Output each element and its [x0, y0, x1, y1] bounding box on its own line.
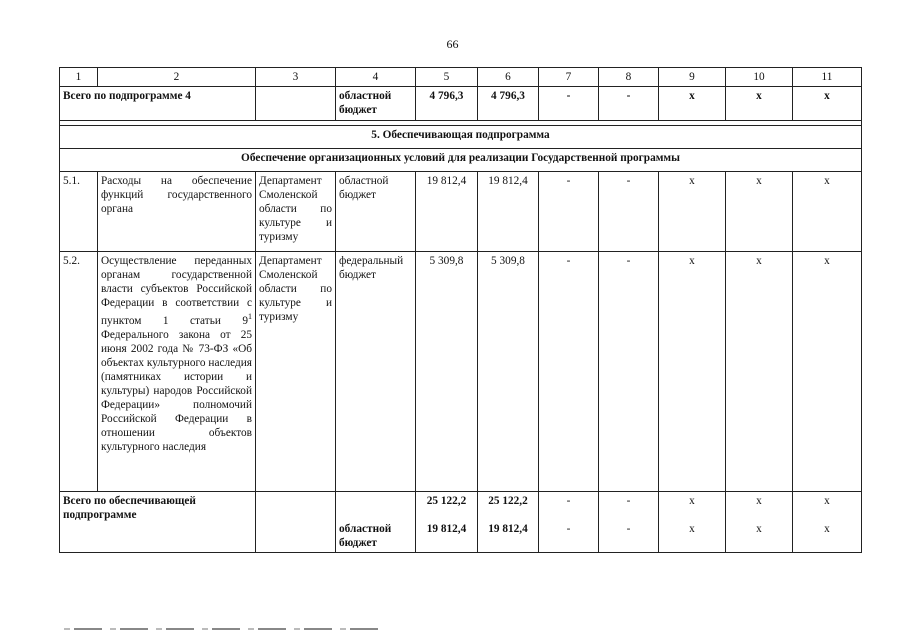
funding-source: областной бюджет — [336, 172, 416, 252]
value-total: х — [756, 495, 762, 507]
value-cell — [539, 492, 599, 553]
value-cell: х — [659, 87, 726, 121]
row-number: 5.2. — [60, 252, 98, 492]
total-support-row — [60, 492, 862, 553]
col-header: 9 — [659, 68, 726, 87]
total-label: Всего по подпрограмме 4 — [60, 87, 256, 121]
value-cell: 5 309,8 — [478, 252, 539, 492]
value-cell: х — [793, 172, 862, 252]
value-cell — [793, 492, 862, 553]
value-cell: - — [539, 252, 599, 492]
value-cell: 4 796,3 — [478, 87, 539, 121]
value-cell: х — [726, 252, 793, 492]
value-cell: - — [599, 172, 659, 252]
value-cell — [726, 492, 793, 553]
value-cell: х — [659, 252, 726, 492]
empty-cell — [256, 87, 336, 121]
value-cell: - — [539, 87, 599, 121]
value-cell: х — [793, 252, 862, 492]
funding-source: областной бюджет — [339, 523, 392, 549]
value-cell: - — [599, 252, 659, 492]
col-header: 4 — [336, 68, 416, 87]
value-cell: 19 812,4 — [416, 172, 478, 252]
value-cell: х — [726, 87, 793, 121]
scan-artifact — [64, 628, 384, 630]
value-regional: х — [824, 523, 830, 535]
table-row — [60, 252, 862, 492]
col-header: 1 — [60, 68, 98, 87]
executor: Департамент Смоленской области по культуре и туризму — [256, 252, 336, 492]
funding-source: областной бюджет — [336, 87, 416, 121]
total-subprogram-4-row — [60, 87, 862, 121]
value-total: - — [566, 495, 571, 507]
value-cell: х — [793, 87, 862, 121]
total-label: Всего по обеспечивающей подпрограмме — [60, 492, 256, 553]
row-number: 5.1. — [60, 172, 98, 252]
value-cell — [478, 492, 539, 553]
value-total: х — [824, 495, 830, 507]
col-header: 5 — [416, 68, 478, 87]
value-cell: - — [599, 87, 659, 121]
budget-table — [59, 67, 862, 553]
col-header: 11 — [793, 68, 862, 87]
value-regional: - — [566, 523, 571, 535]
funding-source-cell — [336, 492, 416, 553]
executor: Департамент Смоленской области по культуре и туризму — [256, 172, 336, 252]
superscript: 1 — [248, 312, 252, 321]
activity-name: Расходы на обеспечение функций государственного органа — [98, 172, 256, 252]
col-header: 7 — [539, 68, 599, 87]
value-total: - — [626, 495, 631, 507]
section-title: 5. Обеспечивающая подпрограмма — [60, 126, 862, 149]
section-title-row — [60, 126, 862, 149]
value-regional: 19 812,4 — [426, 523, 467, 535]
col-header: 6 — [478, 68, 539, 87]
value-cell — [659, 492, 726, 553]
value-total: 25 122,2 — [488, 495, 528, 507]
col-header: 8 — [599, 68, 659, 87]
value-total: 25 122,2 — [426, 495, 467, 507]
value-cell: - — [539, 172, 599, 252]
value-regional: 19 812,4 — [488, 523, 528, 535]
value-cell — [599, 492, 659, 553]
column-number-row — [60, 68, 862, 87]
value-cell — [416, 492, 478, 553]
section-subtitle: Обеспечение организационных условий для реализации Государственной программы — [60, 149, 862, 172]
col-header: 3 — [256, 68, 336, 87]
value-cell: 19 812,4 — [478, 172, 539, 252]
activity-name-part: Осуществление переданных органам государственной власти субъектов Российской Федерации в соответствии с пунктом 1 статьи 9 — [101, 255, 252, 327]
value-total: х — [689, 495, 695, 507]
value-cell: 4 796,3 — [416, 87, 478, 121]
value-cell: х — [726, 172, 793, 252]
page-number: 66 — [446, 37, 459, 51]
value-cell: 5 309,8 — [416, 252, 478, 492]
value-cell: х — [659, 172, 726, 252]
value-regional: - — [626, 523, 631, 535]
col-header: 10 — [726, 68, 793, 87]
funding-source: федеральный бюджет — [336, 252, 416, 492]
empty-cell — [256, 492, 336, 553]
activity-name — [98, 252, 256, 492]
section-subtitle-row — [60, 149, 862, 172]
activity-name-part: Федерального закона от 25 июня 2002 года № 73-ФЗ «Об объектах культурного наследия (памятниках истории и культуры) народов Российской Федерации» полномочий Российской Федерации в отношении объектов культурного наследия — [101, 328, 252, 453]
table-row — [60, 172, 862, 252]
col-header: 2 — [98, 68, 256, 87]
value-regional: х — [689, 523, 695, 535]
value-regional: х — [756, 523, 762, 535]
